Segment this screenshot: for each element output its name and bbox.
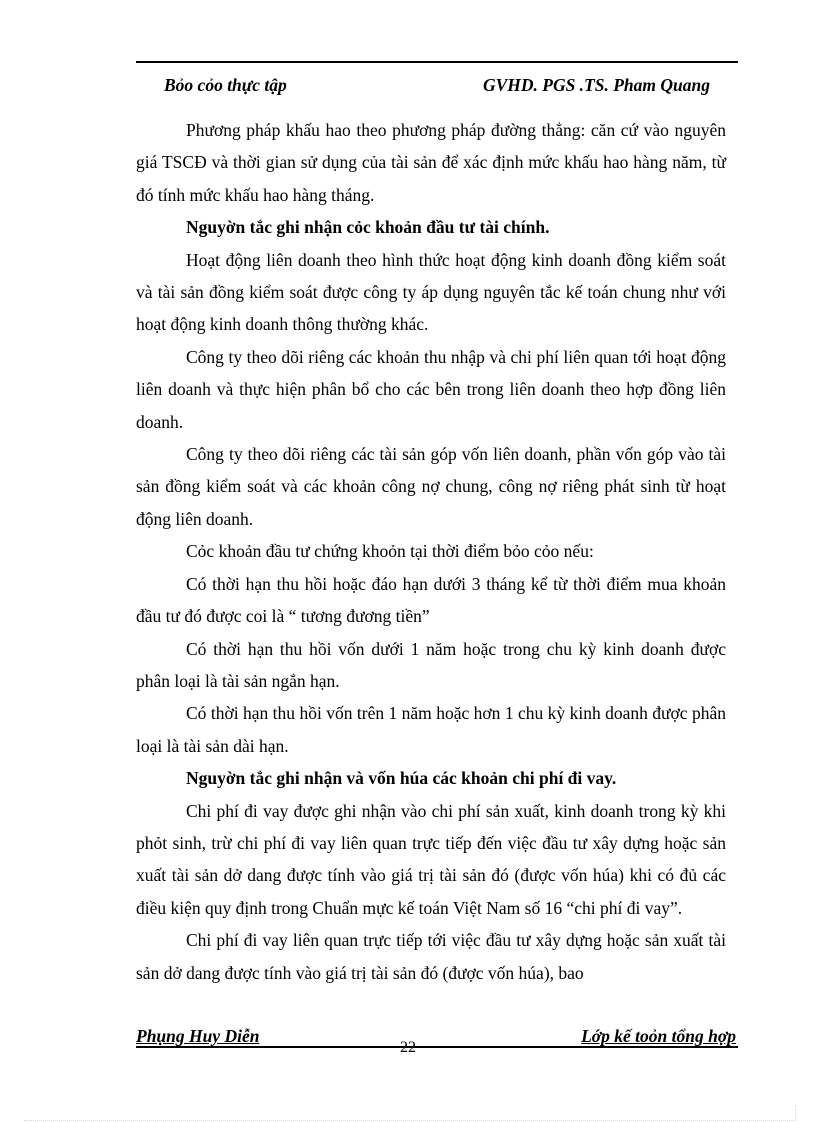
section-heading: Nguyờn tắc ghi nhận cỏc khoản đầu tư tài chính. — [186, 217, 550, 238]
paragraph: Hoạt động liên doanh theo hình thức hoạt động kinh doanh đồng kiểm soát và tài sản đồng kiểm soát được công ty áp dụng nguyên tắc kế toán chung như với hoạt động kinh doanh thông thường khác. — [136, 249, 726, 335]
header-rule — [136, 61, 738, 63]
page-number: 22 — [400, 1039, 416, 1056]
page-header — [136, 75, 738, 99]
paragraph: Có thời hạn thu hồi vốn dưới 1 năm hoặc trong chu kỳ kinh doanh được phân loại là tài sản ngắn hạn. — [136, 638, 726, 691]
page-edge-border — [24, 1120, 794, 1121]
paragraph: Cỏc khoản đầu tư chứng khoỏn tại thời điểm bỏo cỏo nếu: — [186, 541, 594, 562]
paragraph: Công ty theo dõi riêng các tài sản góp vốn liên doanh, phần vốn góp vào tài sản đồng kiểm soát và các khoản công nợ chung, công nợ riêng phát sinh từ hoạt động liên doanh. — [136, 444, 726, 529]
header-supervisor: GVHD. PGS .TS. Pham Quang — [482, 75, 710, 95]
page-edge-border — [795, 1105, 796, 1121]
body-text — [136, 114, 726, 989]
section-heading: Nguyờn tắc ghi nhận và vốn húa các khoản chi phí đi vay. — [186, 768, 617, 789]
paragraph: Chi phí đi vay được ghi nhận vào chi phí sản xuất, kinh doanh trong kỳ khi phỏt sinh, trừ chi phí đi vay liên quan trực tiếp đến việc đầu tư xây dựng hoặc sản xuất tài sản dở dang được tính vào giá trị tài sản đó (được vốn húa) khi có đủ các điều kiện quy định trong Chuẩn mực kế toán Việt Nam số 16 “chi phí đi vay”. — [136, 800, 726, 918]
paragraph: Phương pháp khấu hao theo phương pháp đường thẳng: căn cứ vào nguyên giá TSCĐ và thời gian sử dụng của tài sản để xác định mức khấu hao hàng năm, từ đó tính mức khấu hao hàng tháng. — [136, 120, 726, 205]
paragraph: Có thời hạn thu hồi vốn trên 1 năm hoặc hơn 1 chu kỳ kinh doanh được phân loại là tài sản dài hạn. — [136, 703, 726, 756]
paragraph: Công ty theo dõi riêng các khoản thu nhập và chi phí liên quan tới hoạt động liên doanh và thực hiện phân bổ cho các bên trong liên doanh theo hợp đồng liên doanh. — [136, 346, 726, 432]
header-report-title: Bỏo cỏo thực tập — [164, 75, 287, 95]
footer-author: Phụng Huy Diễn — [136, 1026, 260, 1046]
paragraph: Có thời hạn thu hồi hoặc đáo hạn dưới 3 tháng kể từ thời điểm mua khoản đầu tư đó được coi là “ tương đương tiền” — [136, 573, 726, 627]
paragraph: Chi phí đi vay liên quan trực tiếp tới việc đầu tư xây dựng hoặc sản xuất tài sản dở dang được tính vào giá trị tài sản đó (được vốn húa), bao — [136, 930, 726, 983]
footer-class: Lớp kế toỏn tổng hợp — [581, 1026, 736, 1046]
